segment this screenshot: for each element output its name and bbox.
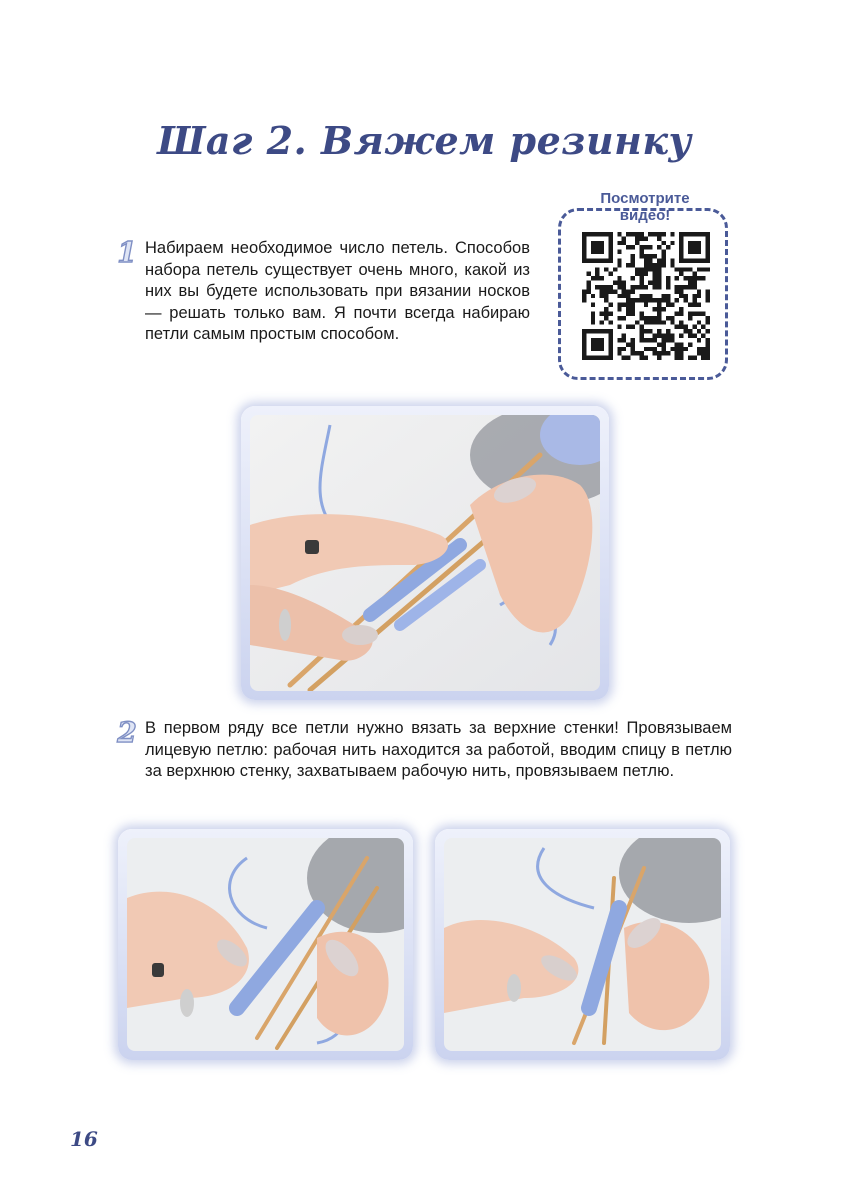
step-number-2: 2 [117,716,137,749]
photo-cast-on [241,406,609,700]
page-number: 16 [70,1127,98,1151]
photo-knit-back-loop-1 [118,829,413,1060]
video-prompt-line2: видео! [619,207,671,224]
qr-code[interactable] [582,232,710,360]
photo-cast-on-image [250,415,600,691]
page-title: Шаг 2. Вяжем резинку [157,118,692,163]
photo-knit-back-loop-1-image [127,838,404,1051]
step-2-text: В первом ряду все петли нужно вязать за верхние стенки! Провязываем лицевую петлю: рабочая нить находится за работой, вводим спицу в петлю за верхнюю стенку, захватываем рабочую нить, провязываем петлю. [145,719,732,780]
step-1-text: Набираем необходимое число петель. Способов набора петель существует очень много, какой из них вы будете использовать при вязании носков — решать только вам. Я почти всегда набираю петли самым простым способом. [145,239,530,343]
photo-knit-back-loop-2 [435,829,730,1060]
photo-knit-back-loop-2-image [444,838,721,1051]
video-prompt-line1: Посмотрите [600,190,690,207]
step-number-1: 1 [117,236,137,269]
